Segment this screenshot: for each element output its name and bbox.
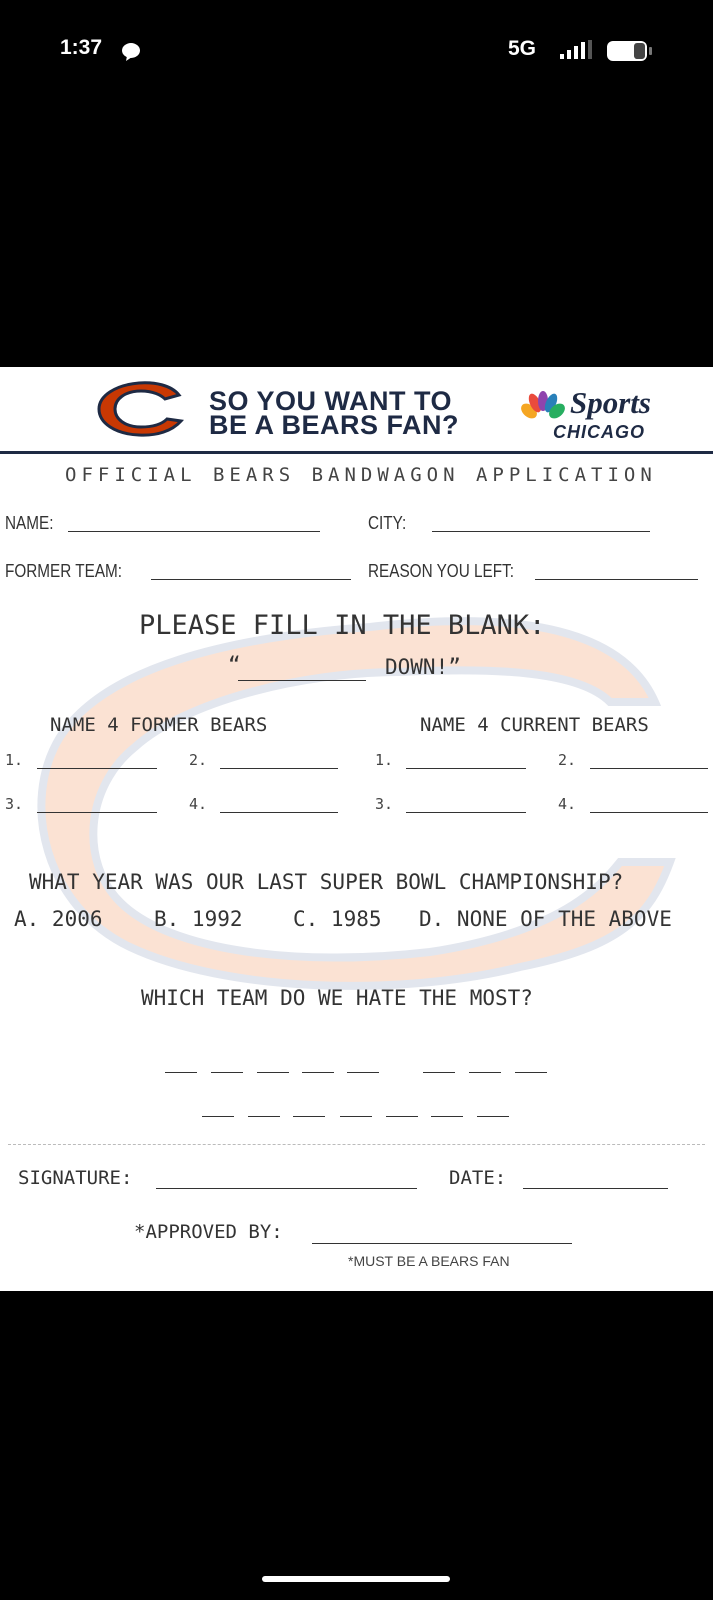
- date-field[interactable]: [523, 1188, 668, 1189]
- letter-blank[interactable]: [423, 1072, 455, 1073]
- letter-blank[interactable]: [257, 1072, 289, 1073]
- letter-blank[interactable]: [202, 1116, 234, 1117]
- option-c[interactable]: C. 1985: [293, 907, 382, 931]
- signature-separator: [8, 1144, 705, 1145]
- signature-label: SIGNATURE:: [18, 1167, 133, 1189]
- city-label: CITY:: [368, 513, 407, 533]
- current-num-4: 4.: [558, 795, 577, 813]
- reason-label: REASON YOU LEFT:: [368, 561, 514, 581]
- former-num-1: 1.: [5, 751, 24, 769]
- former-team-label: FORMER TEAM:: [5, 561, 123, 581]
- headline-line-2: BE A BEARS FAN?: [209, 410, 460, 440]
- current-num-3: 3.: [375, 795, 394, 813]
- bandwagon-application-form: [0, 367, 713, 1291]
- bears-logo-watermark: [0, 367, 713, 1291]
- status-bar: [0, 0, 713, 100]
- brand-sports: Sports: [570, 385, 651, 420]
- form-subtitle: OFFICIAL BEARS BANDWAGON APPLICATION: [65, 464, 657, 486]
- current-bear-3-field[interactable]: [406, 812, 526, 813]
- city-field[interactable]: [432, 531, 650, 532]
- letter-blank[interactable]: [211, 1072, 243, 1073]
- open-quote: “: [228, 653, 241, 677]
- former-bear-3-field[interactable]: [37, 812, 157, 813]
- letter-blank[interactable]: [477, 1116, 509, 1117]
- former-num-3: 3.: [5, 795, 24, 813]
- headline: [209, 386, 460, 440]
- letter-blank[interactable]: [347, 1072, 379, 1073]
- date-label: DATE:: [449, 1167, 507, 1189]
- reason-field[interactable]: [535, 579, 698, 580]
- former-num-4: 4.: [189, 795, 208, 813]
- home-indicator[interactable]: [262, 1576, 450, 1582]
- bears-c-logo: [97, 381, 185, 437]
- letter-blank[interactable]: [469, 1072, 501, 1073]
- letter-blank[interactable]: [431, 1116, 463, 1117]
- current-bear-2-field[interactable]: [590, 768, 708, 769]
- header-divider: [0, 451, 713, 454]
- fill-blank-text: DOWN!”: [385, 655, 461, 679]
- super-bowl-question: WHAT YEAR WAS OUR LAST SUPER BOWL CHAMPIONSHIP?: [29, 870, 624, 894]
- headline-line-1: SO YOU WANT TO: [209, 386, 453, 416]
- name-label: NAME:: [5, 513, 54, 533]
- approved-by-label: *APPROVED BY:: [134, 1221, 283, 1243]
- current-num-1: 1.: [375, 751, 394, 769]
- signal-strength-icon: [560, 40, 596, 60]
- form-header: [0, 367, 713, 451]
- status-time: 1:37: [60, 36, 103, 59]
- former-num-2: 2.: [189, 751, 208, 769]
- option-d[interactable]: D. NONE OF THE ABOVE: [419, 907, 672, 931]
- signature-field[interactable]: [156, 1188, 417, 1189]
- letter-blank[interactable]: [293, 1116, 325, 1117]
- current-bear-4-field[interactable]: [590, 812, 708, 813]
- former-bear-1-field[interactable]: [37, 768, 157, 769]
- approved-by-field[interactable]: [312, 1243, 572, 1244]
- fill-blank-title: PLEASE FILL IN THE BLANK:: [139, 610, 546, 641]
- letter-blank[interactable]: [165, 1072, 197, 1073]
- former-bear-2-field[interactable]: [220, 768, 338, 769]
- network-type: 5G: [508, 37, 537, 60]
- option-a[interactable]: A. 2006: [14, 907, 103, 931]
- current-num-2: 2.: [558, 751, 577, 769]
- current-bears-title: NAME 4 CURRENT BEARS: [420, 714, 649, 736]
- battery-icon: [606, 40, 654, 62]
- former-bear-4-field[interactable]: [220, 812, 338, 813]
- former-team-field[interactable]: [151, 579, 351, 580]
- footnote: *MUST BE A BEARS FAN: [348, 1253, 510, 1269]
- nbc-peacock-logo: [521, 391, 565, 421]
- letter-blank[interactable]: [340, 1116, 372, 1117]
- brand-chicago: CHICAGO: [553, 422, 645, 442]
- chat-notification-icon: [121, 42, 141, 62]
- letter-blank[interactable]: [386, 1116, 418, 1117]
- letter-blank[interactable]: [515, 1072, 547, 1073]
- fill-blank-field[interactable]: [238, 680, 366, 681]
- name-field[interactable]: [68, 531, 320, 532]
- letter-blank[interactable]: [302, 1072, 334, 1073]
- former-bears-title: NAME 4 FORMER BEARS: [50, 714, 268, 736]
- rival-team-question: WHICH TEAM DO WE HATE THE MOST?: [141, 986, 533, 1010]
- current-bear-1-field[interactable]: [406, 768, 526, 769]
- option-b[interactable]: B. 1992: [154, 907, 243, 931]
- letter-blank[interactable]: [248, 1116, 280, 1117]
